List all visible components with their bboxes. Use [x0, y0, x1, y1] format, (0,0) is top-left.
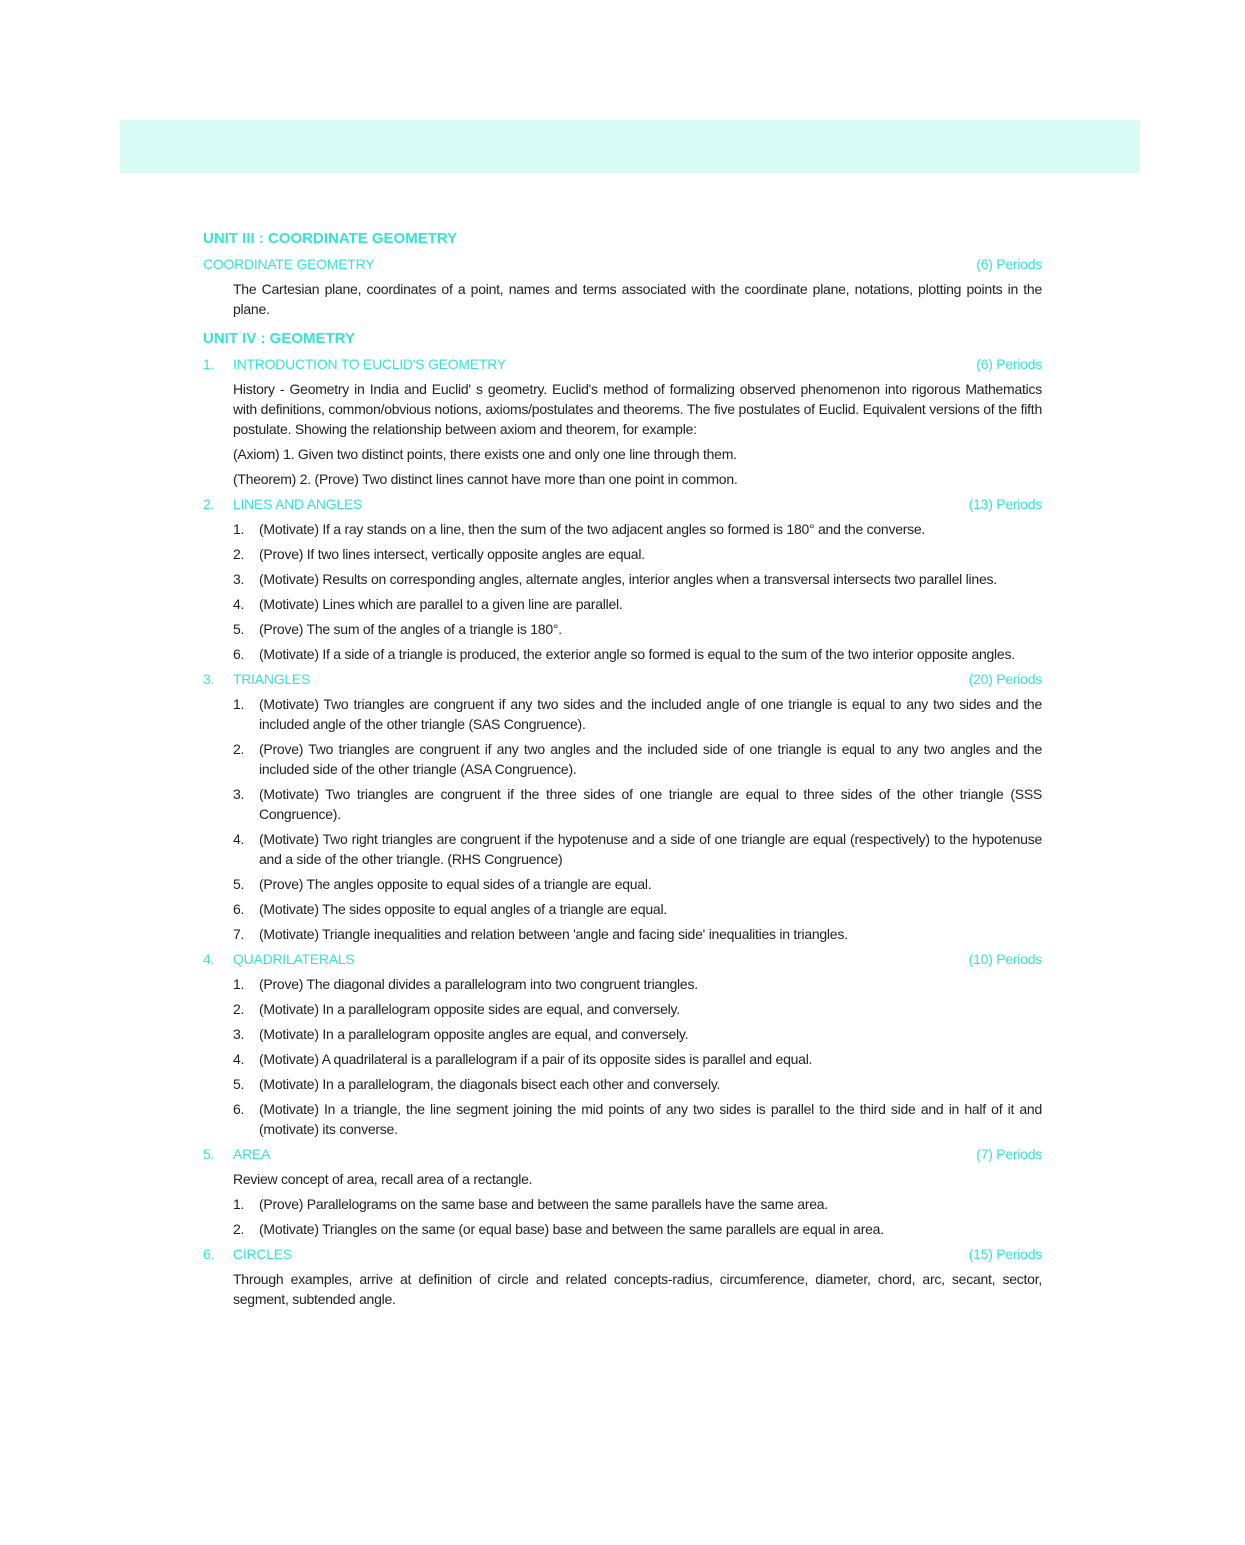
section-number: 4.: [203, 951, 215, 967]
section-title-wrap: [203, 1144, 270, 1164]
list-item-text: (Motivate) In a parallelogram, the diagonals bisect each other and conversely.: [259, 1076, 721, 1092]
list-item-text: (Prove) Two triangles are congruent if any two angles and the included side of one triangle is equal to any two angles and the included side of the other triangle (ASA Congruence).: [259, 741, 1042, 777]
list-item: [233, 999, 1042, 1019]
list-item: [233, 544, 1042, 564]
section-paragraph: Review concept of area, recall area of a rectangle.: [233, 1171, 533, 1187]
section-title-wrap: [203, 354, 506, 374]
list-item-number: 2.: [233, 1221, 245, 1237]
section-number: 5.: [203, 1146, 215, 1162]
list-item: [233, 519, 1042, 539]
section-heading: [203, 949, 1042, 969]
list-item-number: 2.: [233, 1001, 245, 1017]
list-item-text: (Prove) The sum of the angles of a triangle is 180°.: [259, 621, 562, 637]
section-title: INTRODUCTION TO EUCLID'S GEOMETRY: [233, 356, 506, 372]
list-item-number: 5.: [233, 621, 245, 637]
list-item-text: (Prove) The diagonal divides a parallelogram into two congruent triangles.: [259, 976, 698, 992]
list-item: [233, 874, 1042, 894]
list-item-text: (Motivate) Two triangles are congruent if any two sides and the included angle of one triangle is equal to any two sides and the included angle of the other triangle (SAS Congruence).: [259, 696, 1042, 732]
list-item: [233, 569, 1042, 589]
list-item-text: (Prove) Parallelograms on the same base and between the same parallels have the same area.: [259, 1196, 828, 1212]
section-title: TRIANGLES: [233, 671, 311, 687]
section-periods: (10) Periods: [968, 951, 1042, 967]
list-item-number: 1.: [233, 1196, 245, 1212]
list-item: [233, 594, 1042, 614]
list-item-text: (Motivate) If a ray stands on a line, then the sum of the two adjacent angles so formed is 180° and the converse.: [259, 521, 926, 537]
list-item: [233, 739, 1042, 779]
list-item: [233, 1074, 1042, 1094]
section-paragraph: History - Geometry in India and Euclid' s geometry. Euclid's method of formalizing observed phenomenon into rigorous Mathematics with definitions, common/obvious notions, axioms/postulates and theorems. The five postulates of Euclid. Equivalent versions of the fifth postulate. Showing the relationship between axiom and theorem, for example:: [233, 381, 1042, 437]
list-item-number: 1.: [233, 696, 245, 712]
section-paragraph: Through examples, arrive at definition of circle and related concepts-radius, circumference, diameter, chord, arc, secant, sector, segment, subtended angle.: [233, 1271, 1042, 1307]
list-item-number: 4.: [233, 1051, 245, 1067]
section-title: QUADRILATERALS: [233, 951, 355, 967]
list-item-number: 3.: [233, 786, 245, 802]
list-item: [233, 1219, 1042, 1239]
list-item-number: 6.: [233, 1101, 245, 1117]
list-item-text: (Motivate) Results on corresponding angles, alternate angles, interior angles when a transversal intersects two parallel lines.: [259, 571, 997, 587]
section-heading: [203, 669, 1042, 689]
section-paragraph: (Axiom) 1. Given two distinct points, there exists one and only one line through them.: [233, 446, 737, 462]
section-text: The Cartesian plane, coordinates of a point, names and terms associated with the coordinate plane, notations, plotting points in the plane.: [233, 281, 1042, 317]
list-item-number: 1.: [233, 521, 245, 537]
header-banner: [120, 120, 1140, 173]
list-item-text: (Prove) If two lines intersect, vertically opposite angles are equal.: [259, 546, 645, 562]
list-item-text: (Motivate) Triangles on the same (or equal base) base and between the same parallels are equal in area.: [259, 1221, 884, 1237]
list-item-number: 2.: [233, 546, 245, 562]
section-title-wrap: [203, 1244, 292, 1264]
list-item: [233, 1024, 1042, 1044]
section-periods: (13) Periods: [968, 496, 1042, 512]
list-item: [233, 644, 1042, 664]
section-title: AREA: [233, 1146, 271, 1162]
section-heading: [203, 494, 1042, 514]
list-item-text: (Motivate) In a triangle, the line segment joining the mid points of any two sides is parallel to the third side and in half of it and (motivate) its converse.: [259, 1101, 1042, 1137]
section-periods: (6) Periods: [976, 256, 1042, 272]
list-item: [233, 1049, 1042, 1069]
section-heading: [203, 354, 1042, 374]
list-item-text: (Motivate) A quadrilateral is a parallelogram if a pair of its opposite sides is parallel and equal.: [259, 1051, 813, 1067]
list-item-number: 4.: [233, 831, 245, 847]
section-number: 3.: [203, 671, 215, 687]
list-item: [233, 1194, 1042, 1214]
list-item: [233, 1099, 1042, 1139]
section-number: 6.: [203, 1246, 215, 1262]
list-item-number: 2.: [233, 741, 245, 757]
unit-4-title: UNIT IV : GEOMETRY: [203, 330, 355, 347]
list-item: [233, 619, 1042, 639]
unit-3-title: UNIT III : COORDINATE GEOMETRY: [203, 230, 458, 247]
section-title: LINES AND ANGLES: [233, 496, 363, 512]
section-heading: [203, 1144, 1042, 1164]
section-number: 2.: [203, 496, 215, 512]
list-item-text: (Prove) The angles opposite to equal sides of a triangle are equal.: [259, 876, 652, 892]
section-title: CIRCLES: [233, 1246, 292, 1262]
list-item: [233, 829, 1042, 869]
section-title: COORDINATE GEOMETRY: [203, 256, 375, 272]
list-item-number: 3.: [233, 1026, 245, 1042]
list-item: [233, 924, 1042, 944]
list-item-text: (Motivate) In a parallelogram opposite sides are equal, and conversely.: [259, 1001, 680, 1017]
list-item: [233, 784, 1042, 824]
section-periods: (6) Periods: [976, 356, 1042, 372]
list-item-text: (Motivate) In a parallelogram opposite angles are equal, and conversely.: [259, 1026, 689, 1042]
section-title-wrap: [203, 494, 362, 514]
list-item-number: 7.: [233, 926, 245, 942]
list-item-number: 4.: [233, 596, 245, 612]
list-item: [233, 974, 1042, 994]
list-item-text: (Motivate) If a side of a triangle is produced, the exterior angle so formed is equal to the sum of the two interior opposite angles.: [259, 646, 1015, 662]
list-item-number: 5.: [233, 876, 245, 892]
list-item-number: 3.: [233, 571, 245, 587]
list-item-text: (Motivate) The sides opposite to equal angles of a triangle are equal.: [259, 901, 667, 917]
list-item: [233, 899, 1042, 919]
list-item-number: 5.: [233, 1076, 245, 1092]
section-heading: [203, 1244, 1042, 1264]
list-item-text: (Motivate) Lines which are parallel to a given line are parallel.: [259, 596, 623, 612]
section-title-wrap: [203, 949, 355, 969]
list-item-number: 6.: [233, 901, 245, 917]
section-periods: (20) Periods: [968, 671, 1042, 687]
list-item: [233, 694, 1042, 734]
list-item-text: (Motivate) Triangle inequalities and relation between 'angle and facing side' inequalities in triangles.: [259, 926, 848, 942]
list-item-number: 1.: [233, 976, 245, 992]
section-periods: (15) Periods: [968, 1246, 1042, 1262]
syllabus-content: [203, 229, 1042, 1314]
list-item-number: 6.: [233, 646, 245, 662]
section-number: 1.: [203, 356, 215, 372]
section-periods: (7) Periods: [976, 1146, 1042, 1162]
list-item-text: (Motivate) Two right triangles are congruent if the hypotenuse and a side of one triangle are equal (respectively) to the hypotenuse and a side of the other triangle. (RHS Congruence): [259, 831, 1042, 867]
list-item-text: (Motivate) Two triangles are congruent if the three sides of one triangle are equal to three sides of the other triangle (SSS Congruence).: [259, 786, 1042, 822]
section-paragraph: (Theorem) 2. (Prove) Two distinct lines cannot have more than one point in common.: [233, 471, 738, 487]
section-heading: [203, 254, 1042, 274]
section-title-wrap: [203, 669, 310, 689]
